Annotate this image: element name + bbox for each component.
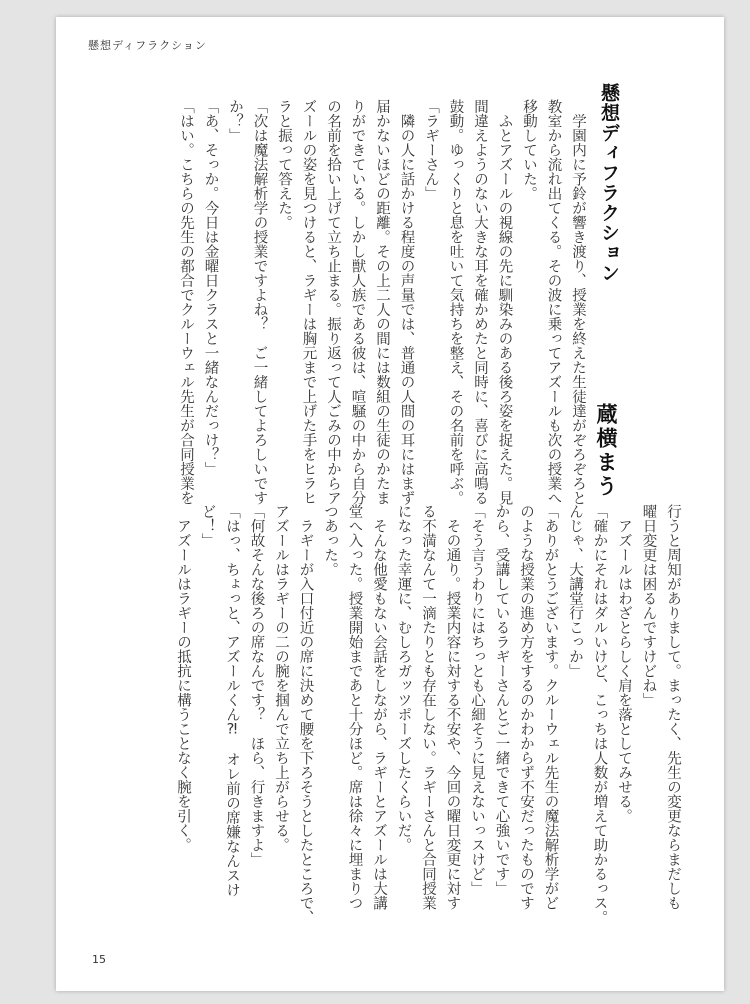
text-column: 行うと周知がありまして。まったく、先生の変更ならまだしも	[665, 504, 681, 910]
text-column: 学園内に予鈴が響き渡り、授業を終えた生徒達がぞろぞろと	[570, 99, 586, 505]
text-column: 「そう言うわりにはちっとも心細そうに見えないっスけど」	[469, 504, 485, 896]
text-column: か？」	[227, 99, 243, 143]
body-text-bottom	[171, 504, 686, 925]
text-column: る不満なんて一滴たりとも存在しない。ラギーさんと合同授業	[420, 504, 436, 910]
text-column: 「あ、そっか。今日は金曜日クラスと一緒なんだっけ？」	[202, 99, 219, 476]
running-head: 懸想ディフラクション	[88, 39, 207, 52]
text-column: 間違えようのない大きな耳を確かめたと同時に、喜びに高鳴る	[472, 99, 488, 505]
text-column: の名前を拾い上げて立ち止まる。振り返って人ごみの中からア	[325, 99, 341, 505]
text-column: そんな他愛もない会話をしながら、ラギーとアズールは大講	[371, 504, 387, 910]
text-column: 「はっ、ちょっと、アズールくん⁈ オレ前の席嫌なんスけ	[224, 504, 240, 897]
text-column: んじゃ、大講堂行こっか」	[567, 504, 583, 678]
book-page	[56, 17, 724, 991]
text-column: アズールはラギーの抵抗に構うことなく腕を引く。	[175, 504, 191, 852]
text-column: になった幸運に、むしろガッツポーズしたくらいだ。	[395, 504, 412, 852]
text-column: から、受講しているラギーさんとご一緒できて心強いです」	[493, 504, 510, 896]
text-column: 届かないほどの距離。その上二人の間には数組の生徒のかたま	[374, 99, 390, 505]
text-column: 曜日変更は困るんですけどね」	[640, 504, 657, 707]
text-column: アズールはわざとらしく肩を落としてみせる。	[616, 504, 632, 823]
text-column: りができている。しかし獣人族である彼は、喧騒の中から自分	[349, 99, 366, 505]
page-number: 15	[92, 953, 106, 966]
text-column: その通り。授業内容に対する不安や、今回の曜日変更に対す	[444, 504, 461, 910]
text-column: ラギーが入口付近の席に決めて腰を下ろそうとしたところで、	[297, 504, 314, 925]
text-column: アズールはラギーの二の腕を掴んで立ち上がらせる。	[273, 504, 289, 852]
text-column: 「確かにそれはダルいけど、こっちは人数が増えて助かるっス。	[591, 504, 608, 925]
text-column: ラと振って答えた。	[276, 99, 292, 230]
text-column: 「ありがとうございます。クルーウェル先生の魔法解析学がど	[542, 504, 559, 910]
text-column: 鼓動。ゆっくりと息を吐いて気持ちを整え、その名前を呼ぶ。	[447, 99, 464, 505]
body-text-top	[174, 99, 591, 505]
story-title: 懸想ディフラクション	[598, 83, 620, 283]
text-column: 教室から流れ出てくる。その波に乗ってアズールも次の授業へ	[545, 99, 562, 505]
text-column: 「ラギーさん」	[423, 99, 439, 201]
author-name: 蔵横まう	[594, 403, 618, 499]
text-column: 隣の人に話かける程度の声量では、普通の人間の耳にはまず	[398, 99, 415, 505]
text-column: 移動していた。	[521, 99, 537, 201]
text-column: 堂へ入った。授業開始まであと十分ほど。席は徐々に埋まりつ	[346, 504, 363, 910]
text-column: ふとアズールの視線の先に馴染みのある後ろ姿を捉えた。見	[496, 99, 513, 505]
text-column: 「はい。こちらの先生の都合でクルーウェル先生が合同授業を	[178, 99, 194, 505]
text-column: ど！」	[199, 504, 216, 548]
text-column: つあった。	[322, 504, 338, 577]
text-column: 「何故そんな後ろの席なんです？ ほら、行きますよ」	[248, 504, 265, 867]
text-column: 「次は魔法解析学の授業ですよね？ ご一緒してよろしいです	[251, 99, 268, 505]
text-column: のような授業の進め方をするのかわからず不安だったものです	[518, 504, 534, 910]
text-column: ズールの姿を見つけると、ラギーは胸元まで上げた手をヒラヒ	[300, 99, 317, 505]
